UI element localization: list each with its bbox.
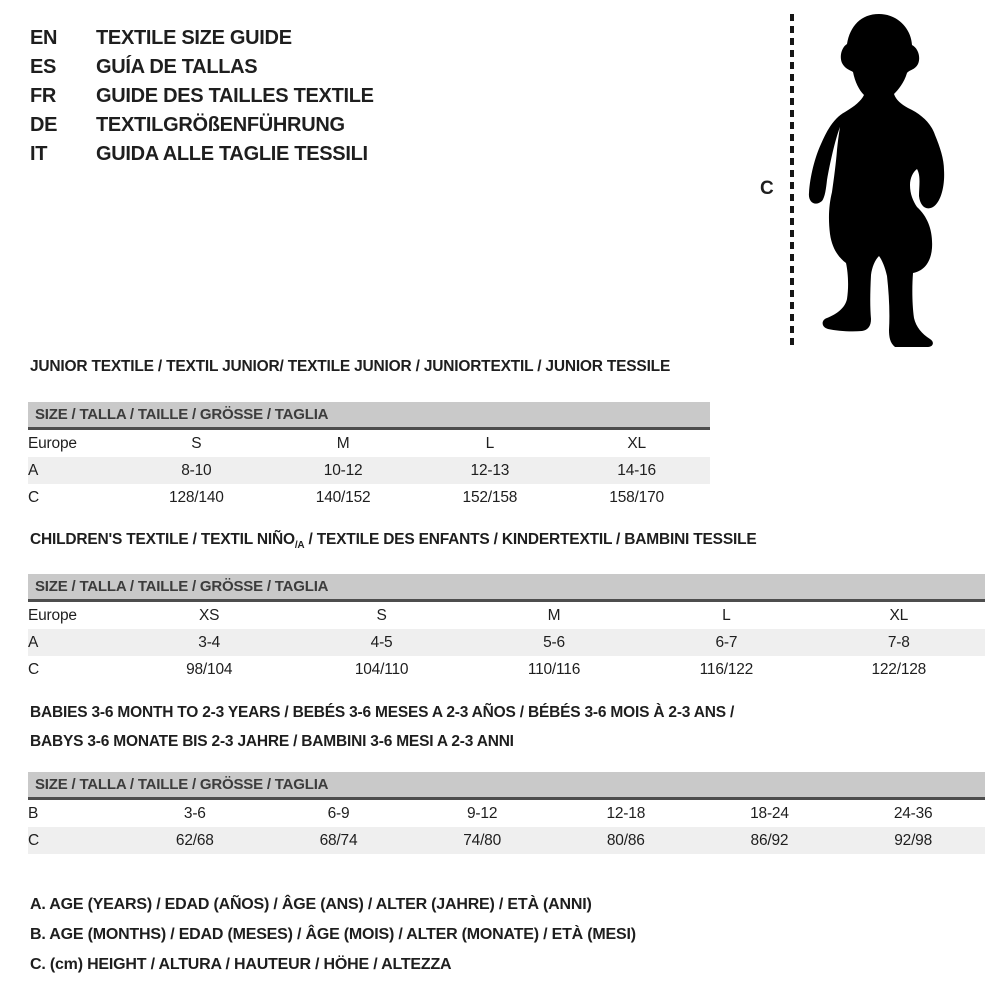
row-label: Europe — [28, 434, 77, 452]
cell: 18-24 — [750, 804, 789, 822]
cell: 110/116 — [527, 660, 581, 678]
language-row-de — [30, 111, 374, 140]
toddler-silhouette — [799, 8, 959, 353]
language-row-en — [30, 24, 374, 53]
cell: XL — [627, 434, 646, 452]
row-label: C — [28, 827, 123, 854]
table-row — [28, 629, 985, 656]
footnotes — [30, 890, 636, 980]
cell: 4-5 — [295, 629, 467, 656]
children-size-header: SIZE / TALLA / TAILLE / GRÖSSE / TAGLIA — [28, 574, 985, 601]
children-title-sub: /A — [294, 540, 305, 551]
table-row — [28, 601, 985, 630]
cell: 122/128 — [871, 660, 927, 678]
babies-size-header: SIZE / TALLA / TAILLE / GRÖSSE / TAGLIA — [28, 772, 985, 799]
table-row — [28, 799, 985, 828]
cell: 140/152 — [315, 488, 371, 506]
cell: XL — [889, 606, 909, 624]
cell: 9-12 — [467, 804, 498, 822]
language-row-fr — [30, 82, 374, 111]
children-size-table — [28, 574, 985, 683]
cell: 10-12 — [270, 457, 417, 484]
height-measure-dashed-line — [790, 14, 794, 348]
cell: XS — [199, 606, 220, 624]
cell: 3-6 — [183, 804, 206, 822]
cell: 12-13 — [417, 457, 564, 484]
height-measure-label: C — [760, 178, 774, 199]
cell: 5-6 — [468, 629, 640, 656]
table-row — [28, 457, 710, 484]
cell: 92/98 — [841, 827, 985, 854]
language-code: IT — [30, 143, 48, 165]
cell: L — [722, 606, 731, 624]
language-label: GUIDE DES TAILLES TEXTILE — [96, 85, 374, 107]
cell: 68/74 — [267, 827, 411, 854]
row-label: A — [28, 457, 123, 484]
language-label: GUÍA DE TALLAS — [96, 56, 258, 78]
cell: 86/92 — [698, 827, 842, 854]
junior-size-header: SIZE / TALLA / TAILLE / GRÖSSE / TAGLIA — [28, 402, 710, 429]
footnote-a: A. AGE (YEARS) / EDAD (AÑOS) / ÂGE (ANS) / ALTER (JAHRE) / ETÀ (ANNI) — [30, 896, 592, 913]
babies-section-title-line2: BABYS 3-6 MONATE BIS 2-3 JAHRE / BAMBINI 3-6 MESI A 2-3 ANNI — [30, 733, 514, 750]
cell: 7-8 — [813, 629, 985, 656]
cell: 80/86 — [554, 827, 698, 854]
cell: S — [191, 434, 202, 452]
junior-section-title: JUNIOR TEXTILE / TEXTIL JUNIOR/ TEXTILE JUNIOR / JUNIORTEXTIL / JUNIOR TESSILE — [30, 358, 671, 375]
junior-size-table — [28, 402, 710, 511]
cell: M — [547, 606, 561, 624]
babies-size-table — [28, 772, 985, 854]
cell: 98/104 — [186, 660, 233, 678]
cell: 74/80 — [410, 827, 554, 854]
children-title-post: / TEXTILE DES ENFANTS / KINDERTEXTIL / BAMBINI TESSILE — [304, 531, 757, 548]
cell: 128/140 — [169, 488, 224, 506]
language-label: TEXTILE SIZE GUIDE — [96, 27, 292, 49]
cell: 104/110 — [354, 660, 409, 678]
language-code: EN — [30, 27, 58, 49]
footnote-b: B. AGE (MONTHS) / EDAD (MESES) / ÂGE (MOIS) / ALTER (MONATE) / ETÀ (MESI) — [30, 926, 636, 943]
row-label: B — [28, 804, 39, 822]
row-label: C — [28, 660, 39, 678]
table-row — [28, 484, 710, 511]
cell: 24-36 — [893, 804, 933, 822]
table-row — [28, 429, 710, 458]
children-title-pre: CHILDREN'S TEXTILE / TEXTIL NIÑO — [30, 531, 295, 548]
cell: 62/68 — [123, 827, 267, 854]
table-row — [28, 656, 985, 683]
language-code: FR — [30, 85, 57, 107]
language-row-es — [30, 53, 374, 82]
cell: 6-7 — [640, 629, 812, 656]
children-section-title — [30, 531, 756, 551]
cell: 158/170 — [609, 488, 664, 506]
language-code: DE — [30, 114, 58, 136]
language-code: ES — [30, 56, 57, 78]
footnote-c: C. (cm) HEIGHT / ALTURA / HAUTEUR / HÖHE / ALTEZZA — [30, 956, 452, 973]
language-row-it — [30, 140, 374, 169]
table-row — [28, 827, 985, 854]
cell: M — [336, 434, 350, 452]
cell: L — [485, 434, 495, 452]
cell: 12-18 — [606, 804, 646, 822]
cell: S — [376, 606, 387, 624]
cell: 3-4 — [123, 629, 295, 656]
row-label: A — [28, 629, 123, 656]
row-label: C — [28, 488, 39, 506]
cell: 116/122 — [699, 660, 754, 678]
language-label: GUIDA ALLE TAGLIE TESSILI — [96, 143, 368, 165]
language-label: TEXTILGRÖßENFÜHRUNG — [96, 114, 345, 136]
cell: 6-9 — [327, 804, 350, 822]
row-label: Europe — [28, 606, 77, 624]
cell: 152/158 — [462, 488, 518, 506]
cell: 8-10 — [123, 457, 270, 484]
language-list — [30, 24, 374, 169]
babies-section-title-line1: BABIES 3-6 MONTH TO 2-3 YEARS / BEBÉS 3-6 MESES A 2-3 AÑOS / BÉBÉS 3-6 MOIS À 2-3 ANS / — [30, 704, 735, 721]
cell: 14-16 — [563, 457, 710, 484]
